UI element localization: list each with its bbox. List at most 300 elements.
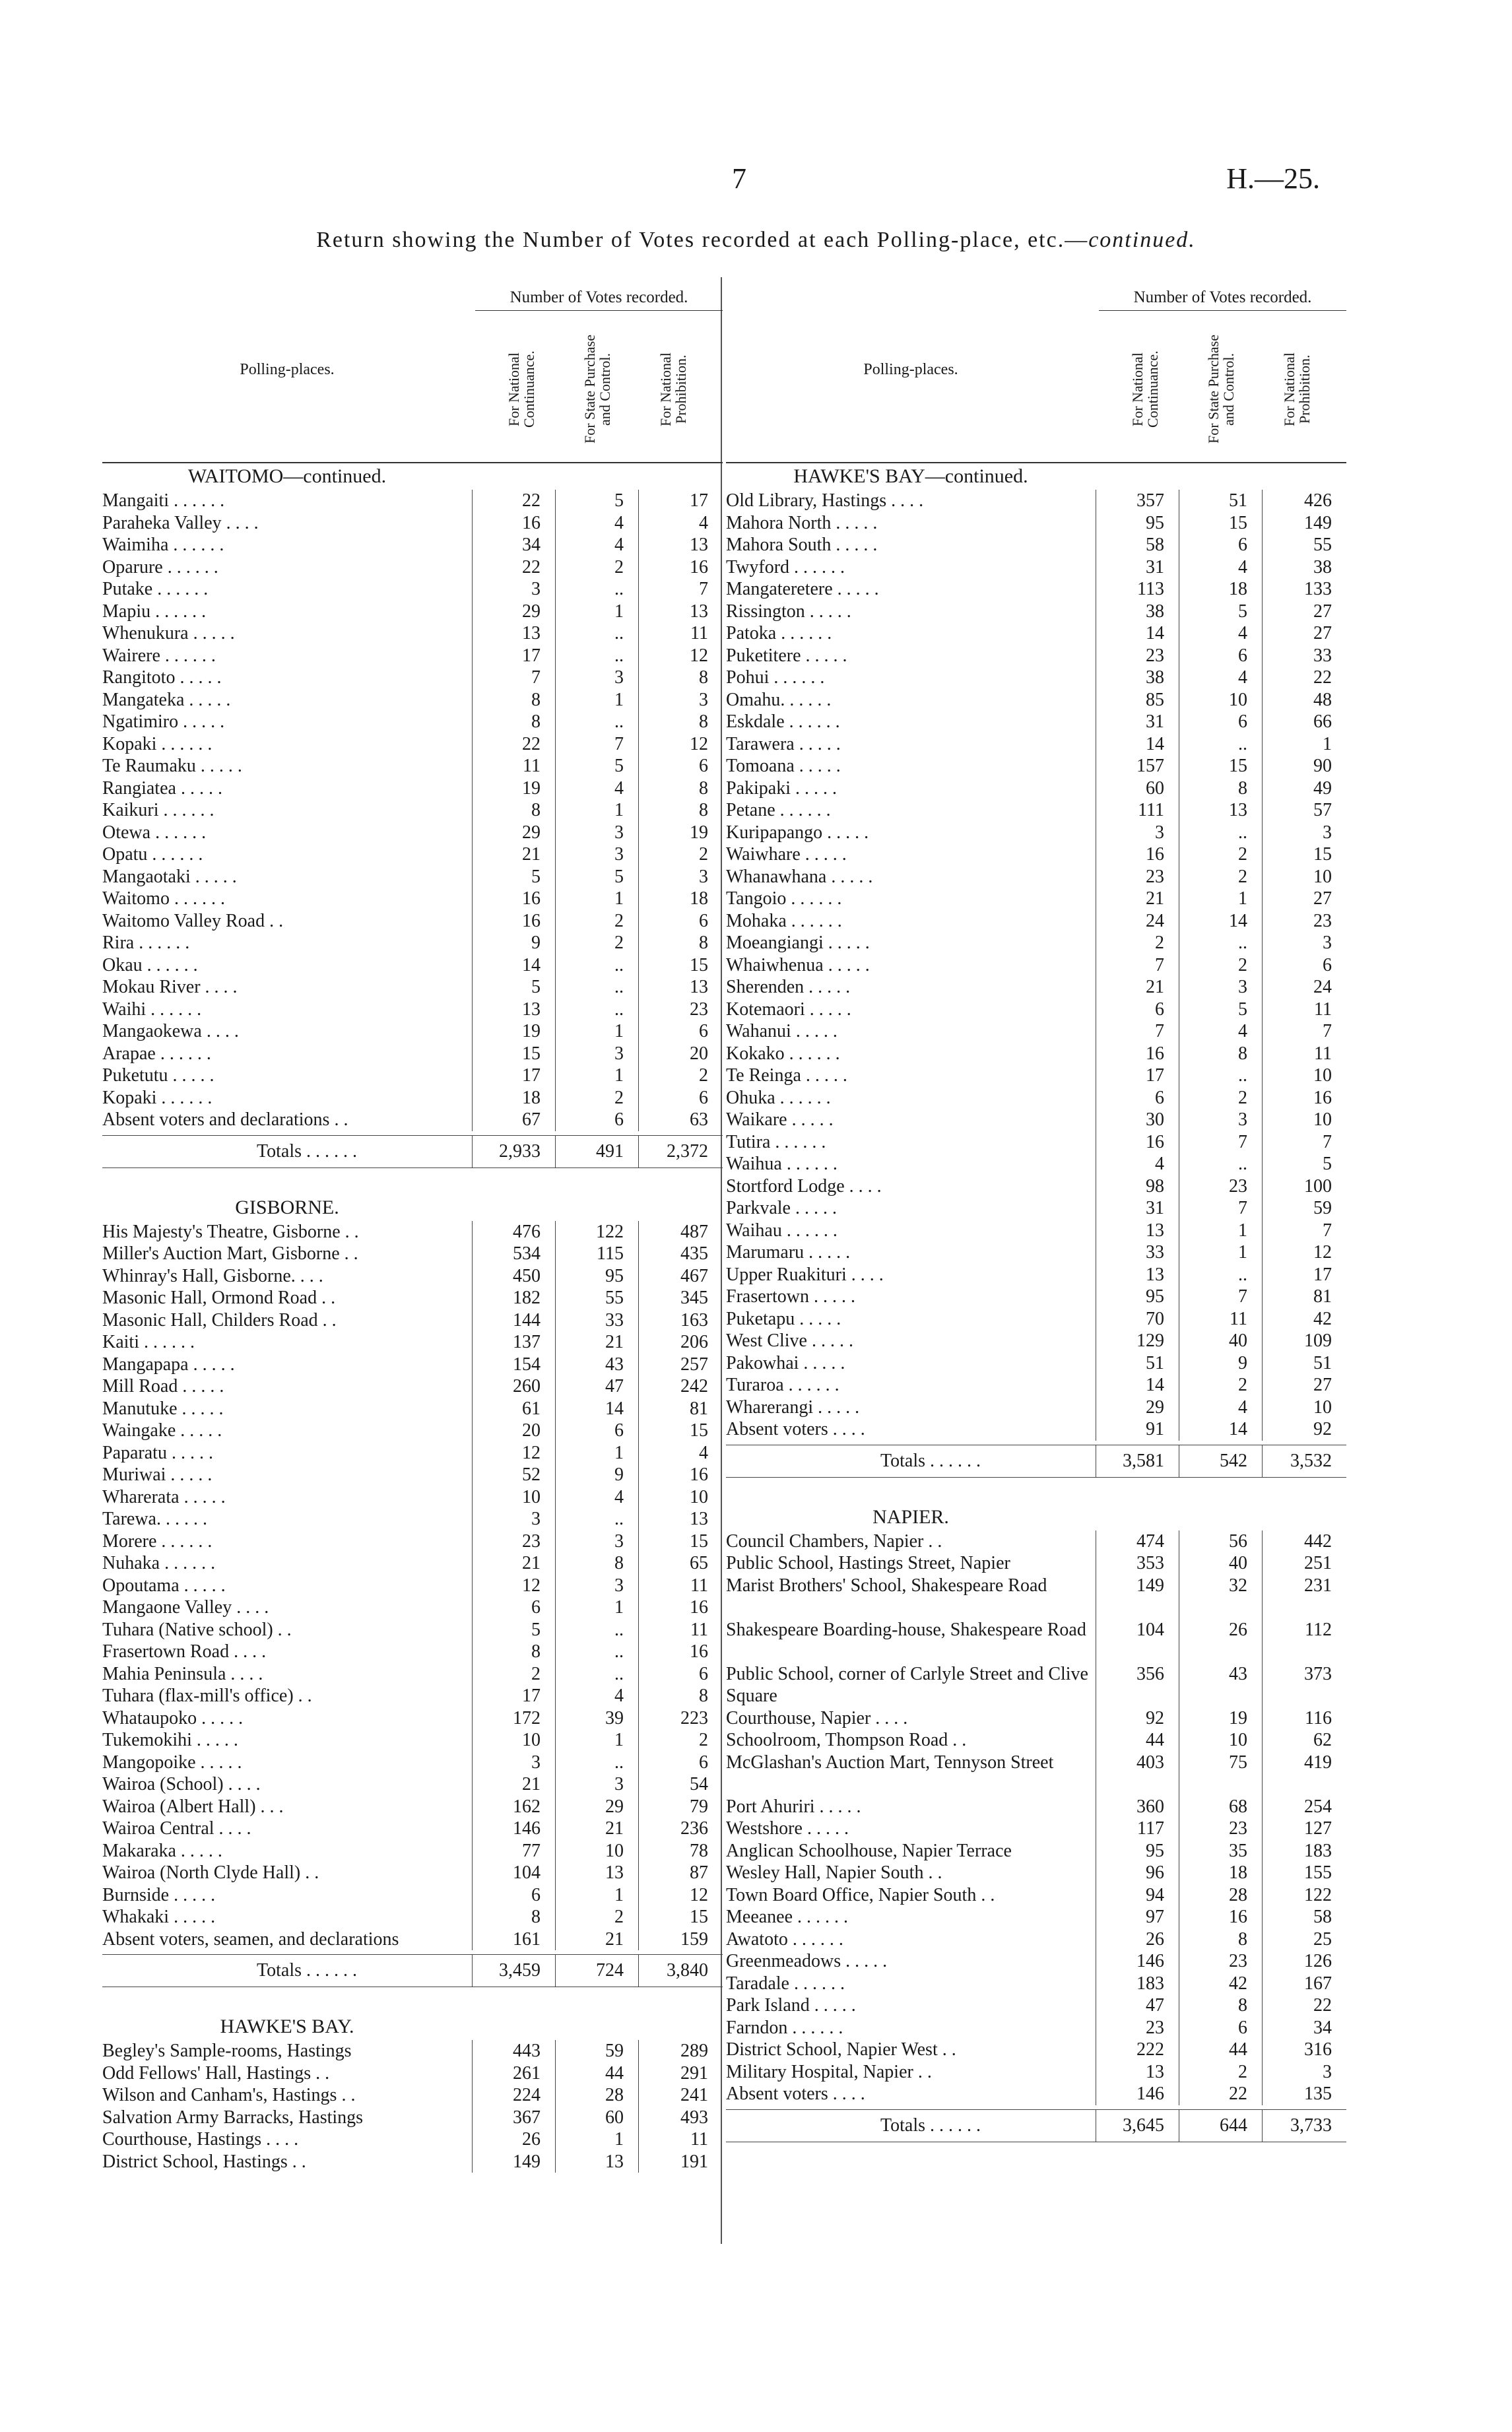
votes-continuance: 38 xyxy=(1096,667,1179,689)
polling-place-name: Te Reinga . . . . . xyxy=(726,1065,847,1086)
polling-place-name: Tomoana . . . . . xyxy=(726,756,841,776)
votes-continuance: 18 xyxy=(472,1087,555,1109)
votes-continuance: 534 xyxy=(472,1243,555,1265)
table-row xyxy=(102,1707,723,1730)
votes-continuance: 96 xyxy=(1096,1862,1179,1884)
votes-continuance: 2 xyxy=(1096,932,1179,954)
totals-row xyxy=(726,1445,1346,1478)
polling-place-name: Muriwai . . . . . xyxy=(102,1464,213,1485)
votes-prohibition: 79 xyxy=(638,1796,723,1818)
votes-continuance: 31 xyxy=(1096,711,1179,733)
votes-continuance: 182 xyxy=(472,1287,555,1309)
total-continuance: 3,645 xyxy=(1096,2110,1179,2142)
votes-prohibition: 59 xyxy=(1262,1197,1346,1220)
polling-place-name: Puketapu . . . . . xyxy=(726,1308,841,1329)
polling-place-name: Tuhara (Native school) . . xyxy=(102,1619,292,1640)
votes-continuance: 29 xyxy=(472,601,555,623)
votes-state-purchase: 6 xyxy=(1179,645,1262,667)
votes-continuance: 70 xyxy=(1096,1308,1179,1331)
votes-state-purchase: 8 xyxy=(1179,1928,1262,1951)
polling-place-name: Taradale . . . . . . xyxy=(726,1973,845,1994)
polling-place-name: Mangateka . . . . . xyxy=(102,689,231,710)
polling-place-name: Absent voters, seamen, and declarations xyxy=(102,1928,399,1950)
total-state-purchase: 644 xyxy=(1179,2110,1262,2142)
votes-continuance: 5 xyxy=(472,866,555,888)
table-row xyxy=(726,1862,1346,1884)
votes-state-purchase: 4 xyxy=(555,534,638,556)
votes-prohibition: 17 xyxy=(638,490,723,512)
document-reference: H.—25. xyxy=(1226,162,1320,195)
polling-place-name: Wairoa (North Clyde Hall) . . xyxy=(102,1862,319,1883)
votes-prohibition: 6 xyxy=(638,1663,723,1686)
votes-prohibition: 4 xyxy=(638,512,723,535)
table-row xyxy=(102,490,723,512)
votes-prohibition: 81 xyxy=(638,1398,723,1420)
votes-prohibition: 7 xyxy=(638,578,723,601)
polling-place-name: Odd Fellows' Hall, Hastings . . xyxy=(102,2062,330,2084)
votes-prohibition: 167 xyxy=(1262,1973,1346,1995)
table-row xyxy=(102,1354,723,1376)
section-title: GISBORNE. xyxy=(235,1196,339,1218)
votes-prohibition: 11 xyxy=(638,2128,723,2151)
votes-continuance: 111 xyxy=(1096,799,1179,822)
votes-continuance: 17 xyxy=(472,1065,555,1087)
votes-continuance: 11 xyxy=(472,755,555,777)
table-row xyxy=(102,1773,723,1796)
polling-place-name: Absent voters . . . . xyxy=(726,1419,865,1439)
votes-prohibition: 51 xyxy=(1262,1352,1346,1375)
table-row xyxy=(726,1752,1346,1796)
votes-continuance: 61 xyxy=(472,1398,555,1420)
votes-state-purchase: 4 xyxy=(555,512,638,535)
table-row xyxy=(726,1818,1346,1840)
votes-prohibition: 13 xyxy=(638,534,723,556)
polling-place-name: Te Raumaku . . . . . xyxy=(102,756,242,776)
votes-prohibition: 27 xyxy=(1262,1374,1346,1397)
polling-place-name: Oparure . . . . . . xyxy=(102,556,218,577)
table-row xyxy=(102,645,723,667)
table-row xyxy=(726,755,1346,777)
table-row xyxy=(726,1308,1346,1331)
table-row xyxy=(726,2039,1346,2061)
votes-prohibition: 17 xyxy=(1262,1264,1346,1286)
votes-prohibition: 159 xyxy=(638,1928,723,1951)
table-row xyxy=(726,645,1346,667)
table-row xyxy=(102,1884,723,1907)
polling-place-name: Pakipaki . . . . . xyxy=(726,777,837,799)
votes-continuance: 24 xyxy=(1096,910,1179,933)
title-continued: continued. xyxy=(1088,228,1196,252)
table-row xyxy=(102,866,723,888)
polling-place-name: Wairoa (Albert Hall) . . . xyxy=(102,1796,284,1817)
votes-prohibition: 7 xyxy=(1262,1020,1346,1043)
votes-state-purchase: 9 xyxy=(1179,1352,1262,1375)
votes-continuance: 146 xyxy=(1096,2083,1179,2105)
votes-continuance: 16 xyxy=(1096,843,1179,866)
table-row xyxy=(102,578,723,601)
table-row xyxy=(102,512,723,535)
votes-state-purchase: 122 xyxy=(555,1221,638,1243)
polling-place-name: Tarewa. . . . . . xyxy=(102,1509,207,1529)
table-row xyxy=(102,1663,723,1686)
polling-place-name: Frasertown . . . . . xyxy=(726,1286,855,1307)
section-title: HAWKE'S BAY. xyxy=(220,2016,354,2037)
title-text: Return showing the Number of Votes recorded at each Polling-place, etc.— xyxy=(316,228,1089,252)
votes-state-purchase: 6 xyxy=(1179,711,1262,733)
polling-place-name: West Clive . . . . . xyxy=(726,1331,853,1351)
table-header xyxy=(102,277,723,463)
votes-state-purchase: .. xyxy=(555,1619,638,1641)
votes-continuance: 222 xyxy=(1096,2039,1179,2061)
polling-place-name: Paraheka Valley . . . . xyxy=(102,512,259,533)
polling-place-name: Marumaru . . . . . xyxy=(726,1242,851,1263)
votes-state-purchase: 32 xyxy=(1179,1575,1262,1619)
votes-state-purchase: 28 xyxy=(1179,1884,1262,1907)
votes-continuance: 224 xyxy=(472,2084,555,2107)
votes-state-purchase: 22 xyxy=(1179,2083,1262,2105)
votes-state-purchase: 7 xyxy=(555,733,638,756)
table-row xyxy=(102,1221,723,1243)
votes-continuance: 3 xyxy=(1096,822,1179,844)
polling-place-name: Tangoio . . . . . . xyxy=(726,888,842,909)
table-row xyxy=(726,1906,1346,1928)
table-row xyxy=(102,1729,723,1752)
votes-state-purchase: 3 xyxy=(555,1773,638,1796)
votes-state-purchase: 21 xyxy=(555,1928,638,1951)
votes-prohibition: 116 xyxy=(1262,1707,1346,1730)
votes-state-purchase: 2 xyxy=(555,556,638,579)
votes-prohibition: 112 xyxy=(1262,1619,1346,1663)
polling-place-name: Waitomo . . . . . . xyxy=(102,888,225,909)
votes-prohibition: 11 xyxy=(638,1575,723,1597)
votes-state-purchase: 6 xyxy=(1179,2017,1262,2039)
votes-prohibition: 8 xyxy=(638,799,723,822)
votes-prohibition: 242 xyxy=(638,1375,723,1398)
votes-state-purchase: 13 xyxy=(555,1862,638,1884)
votes-continuance: 117 xyxy=(1096,1818,1179,1840)
table-row xyxy=(102,2084,723,2107)
votes-state-purchase: 47 xyxy=(555,1375,638,1398)
polling-place-name: Mangaone Valley . . . . xyxy=(102,1597,269,1618)
polling-place-name: Kotemaori . . . . . xyxy=(726,999,851,1020)
header-national-continuance: For National Continuance. xyxy=(505,350,537,428)
polling-place-name: Whaiwhenua . . . . . xyxy=(726,954,870,975)
votes-state-purchase: 14 xyxy=(1179,1418,1262,1441)
polling-place-name: Town Board Office, Napier South . . xyxy=(726,1884,995,1905)
votes-state-purchase: .. xyxy=(555,999,638,1021)
polling-place-name: Tuhara (flax-mill's office) . . xyxy=(102,1686,312,1706)
votes-state-purchase: 4 xyxy=(1179,622,1262,645)
votes-continuance: 23 xyxy=(1096,2017,1179,2039)
total-continuance: 3,581 xyxy=(1096,1445,1179,1477)
votes-prohibition: 11 xyxy=(638,622,723,645)
table-row xyxy=(726,2017,1346,2039)
table-row xyxy=(102,689,723,711)
votes-prohibition: 27 xyxy=(1262,601,1346,623)
votes-state-purchase: 2 xyxy=(555,1906,638,1928)
votes-state-purchase: 23 xyxy=(1179,1950,1262,1973)
votes-continuance: 6 xyxy=(472,1596,555,1619)
votes-continuance: 3 xyxy=(472,578,555,601)
votes-prohibition: 10 xyxy=(1262,866,1346,888)
table-row xyxy=(102,1752,723,1774)
votes-continuance: 104 xyxy=(472,1862,555,1884)
table-row xyxy=(726,799,1346,822)
polling-places-header: Polling-places. xyxy=(863,360,958,378)
votes-continuance: 21 xyxy=(472,843,555,866)
votes-continuance: 58 xyxy=(1096,534,1179,556)
votes-prohibition: 15 xyxy=(638,1906,723,1928)
table-row xyxy=(102,1464,723,1486)
polling-place-name: Waitomo Valley Road . . xyxy=(102,910,284,931)
votes-state-purchase: 1 xyxy=(1179,1220,1262,1242)
votes-prohibition: 22 xyxy=(1262,667,1346,689)
polling-place-name: Salvation Army Barracks, Hastings xyxy=(102,2107,364,2128)
votes-continuance: 38 xyxy=(1096,601,1179,623)
votes-prohibition: 55 xyxy=(1262,534,1346,556)
votes-continuance: 129 xyxy=(1096,1330,1179,1352)
page-number: 7 xyxy=(732,162,746,195)
polling-place-name: Eskdale . . . . . . xyxy=(726,711,840,732)
votes-prohibition: 223 xyxy=(638,1707,723,1730)
votes-state-purchase: .. xyxy=(555,711,638,733)
table-row xyxy=(726,1020,1346,1043)
votes-continuance: 94 xyxy=(1096,1884,1179,1907)
polling-place-name: Paparatu . . . . . xyxy=(102,1442,213,1463)
polling-place-name: Waikare . . . . . xyxy=(726,1109,834,1130)
polling-place-name: Masonic Hall, Childers Road . . xyxy=(102,1309,337,1331)
votes-prohibition: 12 xyxy=(638,1884,723,1907)
votes-state-purchase: 11 xyxy=(1179,1308,1262,1331)
votes-prohibition: 27 xyxy=(1262,622,1346,645)
votes-state-purchase: 56 xyxy=(1179,1530,1262,1553)
votes-prohibition: 16 xyxy=(638,1596,723,1619)
votes-state-purchase: 1 xyxy=(1179,888,1262,910)
votes-continuance: 26 xyxy=(1096,1928,1179,1951)
votes-state-purchase: 21 xyxy=(555,1818,638,1840)
votes-state-purchase: 4 xyxy=(1179,1020,1262,1043)
votes-continuance: 21 xyxy=(1096,888,1179,910)
polling-place-name: Farndon . . . . . . xyxy=(726,2017,843,2038)
votes-continuance: 8 xyxy=(472,711,555,733)
votes-state-purchase: .. xyxy=(555,954,638,977)
votes-prohibition: 16 xyxy=(638,1464,723,1486)
votes-state-purchase: 15 xyxy=(1179,512,1262,535)
polling-place-name: Opatu . . . . . . xyxy=(102,844,203,865)
polling-place-name: Wharerata . . . . . xyxy=(102,1486,226,1507)
totals-row xyxy=(102,1954,723,1987)
votes-continuance: 443 xyxy=(472,2040,555,2062)
table-row xyxy=(102,999,723,1021)
polling-place-name: Old Library, Hastings . . . . xyxy=(726,490,924,511)
votes-prohibition: 1 xyxy=(1262,733,1346,756)
polling-place-name: Waingake . . . . . xyxy=(102,1420,222,1441)
polling-place-name: Puketutu . . . . . xyxy=(102,1065,214,1086)
votes-continuance: 356 xyxy=(1096,1663,1179,1707)
votes-continuance: 6 xyxy=(1096,999,1179,1021)
votes-continuance: 22 xyxy=(472,556,555,579)
votes-prohibition: 7 xyxy=(1262,1220,1346,1242)
votes-continuance: 15 xyxy=(472,1043,555,1065)
votes-state-purchase: 3 xyxy=(1179,1109,1262,1131)
votes-state-purchase: 40 xyxy=(1179,1552,1262,1575)
votes-prohibition: 15 xyxy=(638,954,723,977)
votes-prohibition: 12 xyxy=(1262,1241,1346,1264)
votes-state-purchase: 5 xyxy=(1179,601,1262,623)
votes-state-purchase: 2 xyxy=(555,1087,638,1109)
table-row xyxy=(726,1153,1346,1175)
table-row xyxy=(102,1596,723,1619)
votes-prohibition: 24 xyxy=(1262,976,1346,999)
votes-prohibition: 63 xyxy=(638,1109,723,1131)
table-row xyxy=(102,1331,723,1354)
polling-place-name: Burnside . . . . . xyxy=(102,1884,216,1905)
polling-place-name: Mokau River . . . . xyxy=(102,977,238,997)
total-state-purchase: 542 xyxy=(1179,1445,1262,1477)
table-row xyxy=(102,2040,723,2062)
votes-prohibition: 19 xyxy=(638,822,723,844)
votes-state-purchase: 26 xyxy=(1179,1619,1262,1663)
table-row xyxy=(726,1087,1346,1109)
header-national-continuance: For National Continuance. xyxy=(1129,350,1161,428)
votes-prohibition: 3 xyxy=(1262,932,1346,954)
votes-continuance: 19 xyxy=(472,1020,555,1043)
votes-continuance: 12 xyxy=(472,1575,555,1597)
votes-prohibition: 442 xyxy=(1262,1530,1346,1553)
table-row xyxy=(102,976,723,999)
polling-place-name: Whakaki . . . . . xyxy=(102,1907,216,1927)
polling-place-name: Mapiu . . . . . . xyxy=(102,601,207,622)
votes-prohibition: 12 xyxy=(638,733,723,756)
votes-prohibition: 191 xyxy=(638,2151,723,2173)
votes-state-purchase: 59 xyxy=(555,2040,638,2062)
polling-place-name: Waiwhare . . . . . xyxy=(726,844,847,865)
polling-place-name: Whinray's Hall, Gisborne. . . . xyxy=(102,1265,323,1286)
votes-state-purchase: 28 xyxy=(555,2084,638,2107)
polling-place-name: Marist Brothers' School, Shakespeare Road xyxy=(726,1575,1047,1596)
votes-continuance: 104 xyxy=(1096,1619,1179,1663)
votes-continuance: 146 xyxy=(1096,1950,1179,1973)
votes-continuance: 14 xyxy=(472,954,555,977)
votes-state-purchase: 39 xyxy=(555,1707,638,1730)
total-state-purchase: 491 xyxy=(555,1136,638,1167)
votes-prohibition: 78 xyxy=(638,1840,723,1862)
votes-prohibition: 27 xyxy=(1262,888,1346,910)
votes-continuance: 360 xyxy=(1096,1796,1179,1818)
votes-prohibition: 23 xyxy=(638,999,723,1021)
votes-continuance: 51 xyxy=(1096,1352,1179,1375)
polling-place-name: Mahora North . . . . . xyxy=(726,512,878,533)
table-row xyxy=(726,1175,1346,1198)
page-title xyxy=(0,228,1512,253)
table-row xyxy=(726,1286,1346,1308)
table-row xyxy=(726,622,1346,645)
votes-continuance: 161 xyxy=(472,1928,555,1951)
table-row xyxy=(102,1685,723,1707)
votes-prohibition: 3 xyxy=(638,689,723,711)
votes-prohibition: 241 xyxy=(638,2084,723,2107)
votes-prohibition: 62 xyxy=(1262,1729,1346,1752)
votes-continuance: 144 xyxy=(472,1309,555,1332)
votes-prohibition: 13 xyxy=(638,601,723,623)
polling-place-name: District School, Hastings . . xyxy=(102,2151,306,2172)
votes-continuance: 29 xyxy=(1096,1397,1179,1419)
table-row xyxy=(102,932,723,954)
votes-continuance: 23 xyxy=(1096,645,1179,667)
votes-prohibition: 6 xyxy=(638,1752,723,1774)
table-row xyxy=(726,1264,1346,1286)
votes-prohibition: 251 xyxy=(1262,1552,1346,1575)
votes-state-purchase: 10 xyxy=(1179,689,1262,711)
table-row xyxy=(102,1906,723,1928)
table-row xyxy=(726,711,1346,733)
votes-prohibition: 49 xyxy=(1262,777,1346,800)
polling-place-name: Masonic Hall, Ormond Road . . xyxy=(102,1288,336,1308)
polling-place-name: Rira . . . . . . xyxy=(102,933,190,953)
votes-continuance: 16 xyxy=(472,888,555,910)
votes-state-purchase: 3 xyxy=(1179,976,1262,999)
polling-place-name: Pohui . . . . . . xyxy=(726,667,825,688)
table-row xyxy=(726,1552,1346,1575)
votes-continuance: 8 xyxy=(472,1906,555,1928)
votes-continuance: 157 xyxy=(1096,755,1179,777)
votes-continuance: 23 xyxy=(1096,866,1179,888)
polling-place-name: Parkvale . . . . . xyxy=(726,1198,837,1218)
votes-prohibition: 6 xyxy=(1262,954,1346,977)
votes-prohibition: 81 xyxy=(1262,1286,1346,1308)
votes-continuance: 29 xyxy=(472,822,555,844)
votes-state-purchase: 33 xyxy=(555,1309,638,1332)
polling-place-name: Manutuke . . . . . xyxy=(102,1398,224,1419)
table-row xyxy=(726,1575,1346,1619)
table-row xyxy=(102,601,723,623)
total-prohibition: 3,532 xyxy=(1262,1445,1346,1477)
votes-state-purchase: 95 xyxy=(555,1265,638,1288)
table-row xyxy=(726,888,1346,910)
polling-place-name: Kaikuri . . . . . . xyxy=(102,800,214,820)
polling-place-name: Greenmeadows . . . . . xyxy=(726,1951,888,1971)
totals-label: Totals . . . . . . xyxy=(256,1140,358,1162)
polling-place-name: Otewa . . . . . . xyxy=(102,822,207,843)
polling-place-name: Arapae . . . . . . xyxy=(102,1043,211,1064)
table-row xyxy=(726,2083,1346,2105)
votes-state-purchase: 4 xyxy=(555,1486,638,1509)
votes-continuance: 353 xyxy=(1096,1552,1179,1575)
votes-prohibition: 6 xyxy=(638,755,723,777)
votes-prohibition: 231 xyxy=(1262,1575,1346,1619)
votes-continuance: 403 xyxy=(1096,1752,1179,1796)
table-row xyxy=(726,932,1346,954)
votes-continuance: 77 xyxy=(472,1840,555,1862)
votes-continuance: 7 xyxy=(1096,954,1179,977)
votes-state-purchase: 1 xyxy=(555,888,638,910)
table-row xyxy=(102,733,723,756)
polling-place-name: Shakespeare Boarding-house, Shakespeare Road xyxy=(726,1619,1086,1640)
votes-state-purchase: 4 xyxy=(555,1685,638,1707)
votes-prohibition: 13 xyxy=(638,976,723,999)
polling-place-name: Absent voters and declarations . . xyxy=(102,1109,348,1130)
votes-state-purchase: .. xyxy=(1179,822,1262,844)
votes-prohibition: 8 xyxy=(638,932,723,954)
votes-prohibition: 90 xyxy=(1262,755,1346,777)
votes-state-purchase: 3 xyxy=(555,1575,638,1597)
votes-continuance: 31 xyxy=(1096,556,1179,579)
total-continuance: 3,459 xyxy=(472,1955,555,1987)
table-row xyxy=(726,1197,1346,1220)
votes-continuance: 95 xyxy=(1096,1286,1179,1308)
polling-place-name: Patoka . . . . . . xyxy=(726,623,832,643)
votes-continuance: 7 xyxy=(1096,1020,1179,1043)
